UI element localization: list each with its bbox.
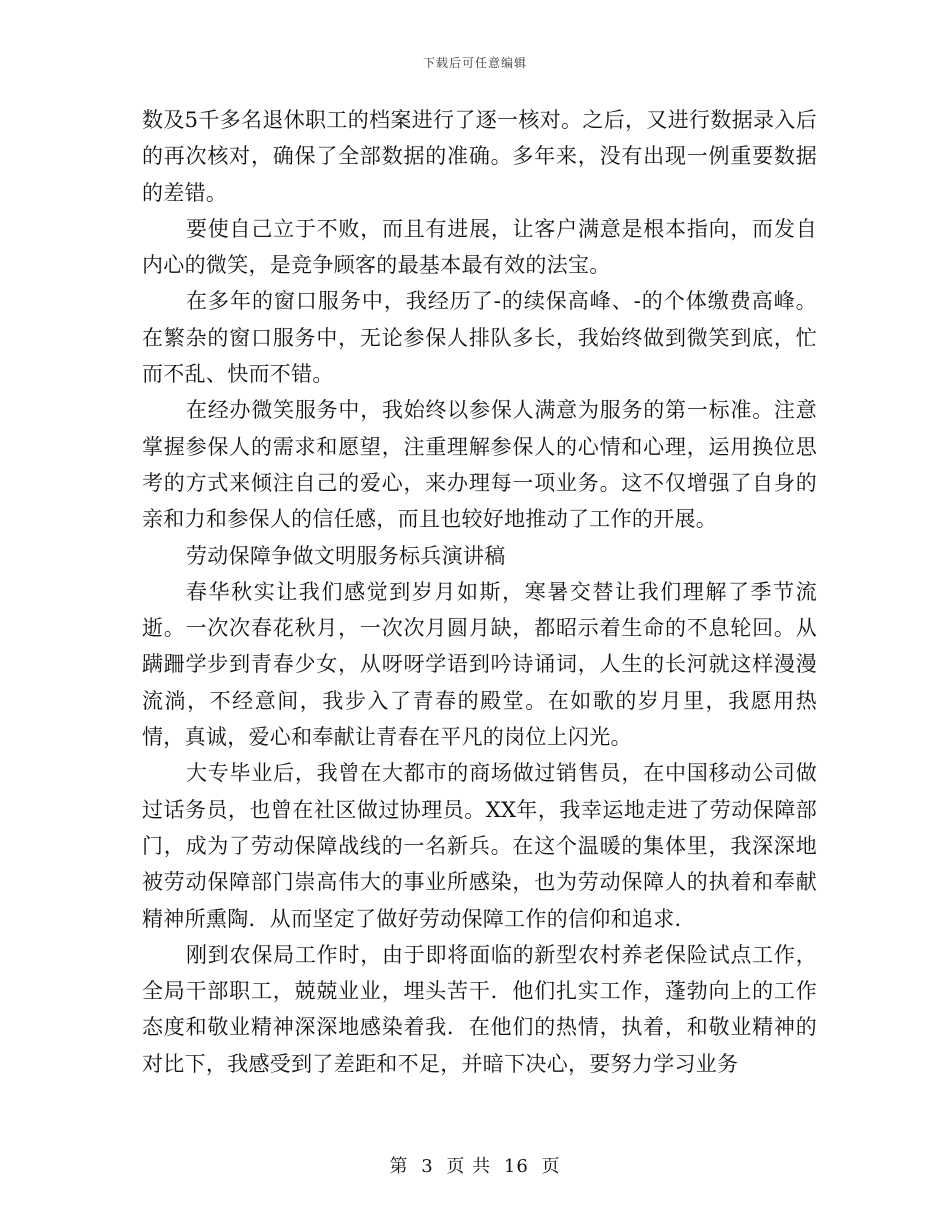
paragraph-1: 数及5千多名退休职工的档案进行了逐一核对。之后，又进行数据录入后的再次核对，确保了全部数据的准确。多年来，没有出现一例重要数据的差错。 xyxy=(142,108,817,205)
page-number-total: 16 xyxy=(503,1156,529,1177)
paragraph-4: 在经办微笑服务中，我始终以参保人满意为服务的第一标准。注意掌握参保人的需求和愿望，注重理解参保人的心情和心理，运用换位思考的方式来倾注自己的爱心，来办理每一项业务。这不仅增强了自身的亲和力和参保人的信任感，而且也较好地推动了工作的开展。 xyxy=(142,398,817,532)
paragraph-8: 刚到农保局工作时，由于即将面临的新型农村养老保险试点工作，全局干部职工，兢兢业业，埋头苦干．他们扎实工作，蓬勃向上的工作态度和敬业精神深深地感染着我．在他们的热情，执着，和敬业精神的对比下，我感受到了差距和不足，并暗下决心，要努力学习业务 xyxy=(142,942,817,1076)
paragraph-2: 要使自己立于不败，而且有进展，让客户满意是根本指向，而发自内心的微笑，是竞争顾客的最基本最有效的法宝。 xyxy=(142,216,817,278)
paragraph-3: 在多年的窗口服务中，我经历了-的续保高峰、-的个体缴费高峰。在繁杂的窗口服务中，无论参保人排队多长，我始终做到微笑到底，忙而不乱、快而不错。 xyxy=(142,289,817,387)
page-number-current: 3 xyxy=(421,1156,434,1177)
footer-prefix: 第 xyxy=(389,1156,409,1177)
page-footer xyxy=(0,1152,950,1178)
paragraph-7: 大专毕业后，我曾在大都市的商场做过销售员，在中国移动公司做过话务员，也曾在社区做过协理员。XX年，我幸运地走进了劳动保障部门，成为了劳动保障战线的一名新兵。在这个温暖的集体里，我深深地被劳动保障部门崇高伟大的事业所感染，也为劳动保障人的执着和奉献精神所熏陶．从而坚定了做好劳动保障工作的信仰和追求． xyxy=(142,761,817,931)
document-body xyxy=(142,102,817,1082)
footer-middle: 页 共 xyxy=(446,1156,492,1177)
paragraph-6: 春华秋实让我们感觉到岁月如斯，寒暑交替让我们理解了季节流逝。一次次春花秋月，一次次月圆月缺，都昭示着生命的不息轮回。从蹒跚学步到青春少女，从呀呀学语到吟诗诵词，人生的长河就这样漫漫流淌，不经意间，我步入了青春的殿堂。在如歌的岁月里，我愿用热情，真诚，爱心和奉献让青春在平凡的岗位上闪光。 xyxy=(142,579,817,750)
footer-suffix: 页 xyxy=(541,1156,561,1177)
section-title: 劳动保障争做文明服务标兵演讲稿 xyxy=(186,543,506,568)
page-header: 下载后可任意编辑 xyxy=(422,56,527,70)
